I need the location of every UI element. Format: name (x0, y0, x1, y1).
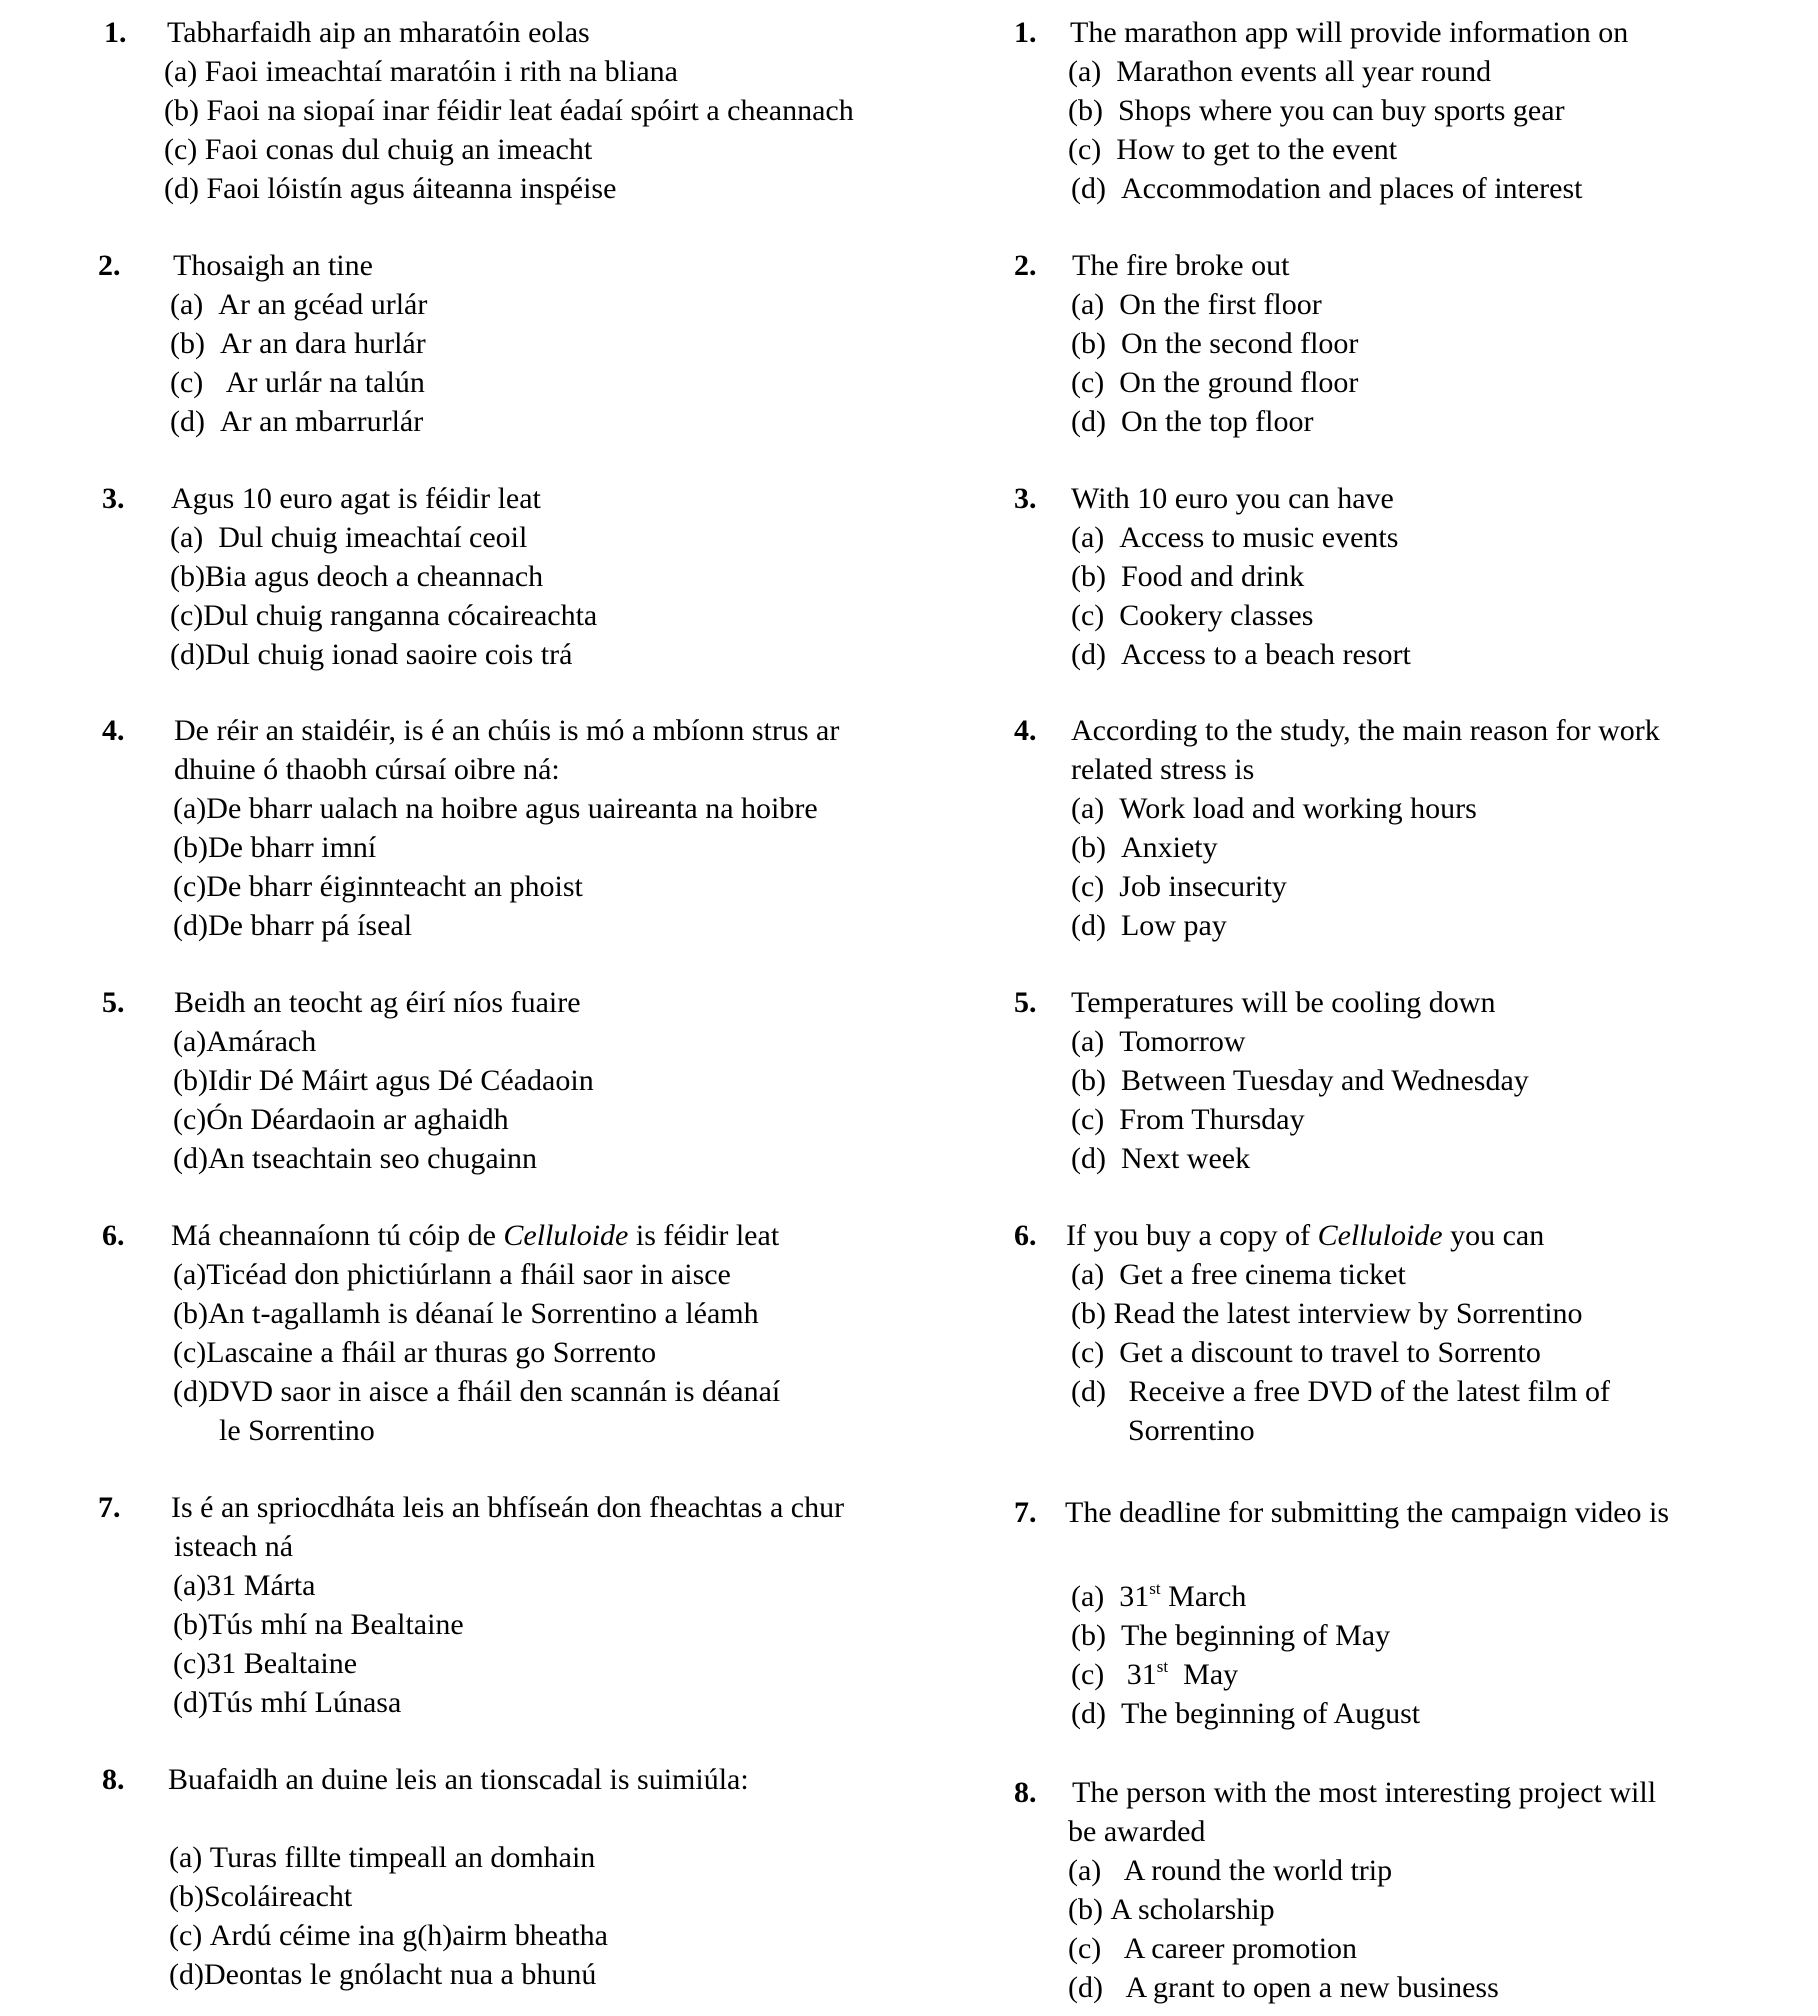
option-d: (d) On the top floor (1071, 405, 1314, 438)
question-stem: Beidh an teocht ag éirí níos fuaire (174, 986, 581, 1019)
option-a: (a) Get a free cinema ticket (1071, 1258, 1406, 1291)
question-number: 4. (102, 714, 125, 747)
question-number: 7. (1014, 1496, 1037, 1529)
option-b: (b) Between Tuesday and Wednesday (1071, 1064, 1529, 1097)
question-stem: According to the study, the main reason for work (1071, 714, 1660, 747)
option-a: (a) Dul chuig imeachtaí ceoil (170, 521, 528, 554)
option-d: (d)Dul chuig ionad saoire cois trá (170, 638, 573, 671)
question-stem: Tabharfaidh aip an mharatóin eolas (167, 16, 590, 49)
option-c: (c) Faoi conas dul chuig an imeacht (164, 133, 593, 166)
question-stem: Temperatures will be cooling down (1071, 986, 1496, 1019)
option-c: (c)Ón Déardaoin ar aghaidh (173, 1103, 509, 1136)
option-a: (a) Turas fillte timpeall an domhain (169, 1841, 596, 1874)
question-stem-continued: related stress is (1071, 753, 1255, 786)
option-b: (b) Faoi na siopaí inar féidir leat éadaí spóirt a cheannach (164, 94, 854, 127)
option-c: (c) From Thursday (1071, 1103, 1305, 1136)
option-c: (c) On the ground floor (1071, 366, 1359, 399)
option-c: (c) Ardú céime ina g(h)airm bheatha (169, 1919, 608, 1952)
option-a: (a)Ticéad don phictiúrlann a fháil saor in aisce (173, 1258, 731, 1291)
option-b: (b)Tús mhí na Bealtaine (173, 1608, 464, 1641)
option-d: (d)De bharr pá íseal (173, 909, 413, 942)
option-a: (a) On the first floor (1071, 288, 1322, 321)
option-c: (c)Lascaine a fháil ar thuras go Sorrento (173, 1336, 657, 1369)
option-d: (d) Ar an mbarrurlár (170, 405, 424, 438)
option-c: (c) 31st May (1071, 1657, 1239, 1691)
question-stem: If you buy a copy of Celluloide you can (1066, 1219, 1545, 1252)
option-d: (d)An tseachtain seo chugainn (173, 1142, 538, 1175)
question-number: 2. (1014, 249, 1037, 282)
option-a: (a) Ar an gcéad urlár (170, 288, 428, 321)
question-stem-continued: be awarded (1068, 1815, 1206, 1848)
option-d-continued: le Sorrentino (219, 1414, 375, 1447)
option-c: (c) A career promotion (1068, 1932, 1358, 1965)
option-a: (a)De bharr ualach na hoibre agus uaireanta na hoibre (173, 792, 818, 825)
option-c: (c) Get a discount to travel to Sorrento (1071, 1336, 1541, 1369)
option-d: (d)DVD saor in aisce a fháil den scannán is déanaí (173, 1375, 781, 1408)
question-stem: Is é an spriocdháta leis an bhfíseán don fheachtas a chur (171, 1491, 845, 1524)
option-d: (d) Receive a free DVD of the latest film of (1071, 1375, 1610, 1408)
option-b: (b)Idir Dé Máirt agus Dé Céadaoin (173, 1064, 594, 1097)
option-b: (b) Shops where you can buy sports gear (1068, 94, 1565, 127)
option-a: (a)31 Márta (173, 1569, 316, 1602)
option-a: (a) Work load and working hours (1071, 792, 1477, 825)
title-italic: Celluloide (503, 1219, 629, 1252)
option-c: (c)Dul chuig ranganna cócaireachta (170, 599, 598, 632)
option-c: (c)De bharr éiginnteacht an phoist (173, 870, 583, 903)
question-number: 5. (102, 986, 125, 1019)
option-a: (a) A round the world trip (1068, 1854, 1393, 1887)
question-stem: The marathon app will provide information on (1070, 16, 1629, 49)
option-b: (b) Food and drink (1071, 560, 1305, 593)
question-number: 5. (1014, 986, 1037, 1019)
option-a: (a) Marathon events all year round (1068, 55, 1492, 88)
question-number: 8. (1014, 1776, 1037, 1809)
question-stem: Thosaigh an tine (173, 249, 373, 282)
option-d: (d) Access to a beach resort (1071, 638, 1411, 671)
question-stem: Buafaidh an duine leis an tionscadal is suimiúla: (168, 1763, 749, 1796)
option-a: (a)Amárach (173, 1025, 317, 1058)
question-stem: With 10 euro you can have (1071, 482, 1394, 515)
question-number: 1. (104, 16, 127, 49)
question-stem-continued: isteach ná (174, 1530, 294, 1563)
option-c: (c) Cookery classes (1071, 599, 1314, 632)
title-italic: Celluloide (1317, 1219, 1443, 1252)
question-number: 3. (1014, 482, 1037, 515)
option-b: (b) The beginning of May (1071, 1619, 1391, 1652)
question-number: 8. (102, 1763, 125, 1796)
option-d: (d) Accommodation and places of interest (1071, 172, 1583, 205)
option-c: (c) Ar urlár na talún (170, 366, 425, 399)
option-b: (b) A scholarship (1068, 1893, 1275, 1926)
option-b: (b)Scoláireacht (169, 1880, 353, 1913)
option-d: (d) The beginning of August (1071, 1697, 1421, 1730)
question-stem: The deadline for submitting the campaign video is (1065, 1496, 1670, 1529)
option-c: (c) Job insecurity (1071, 870, 1287, 903)
question-stem: Má cheannaíonn tú cóip de Celluloide is féidir leat (171, 1219, 780, 1252)
question-number: 6. (1014, 1219, 1037, 1252)
option-d: (d) Next week (1071, 1142, 1251, 1175)
question-number: 1. (1014, 16, 1037, 49)
option-a: (a) 31st March (1071, 1579, 1247, 1613)
question-number: 3. (102, 482, 125, 515)
option-b: (b) On the second floor (1071, 327, 1359, 360)
option-a: (a) Faoi imeachtaí maratóin i rith na bliana (164, 55, 678, 88)
option-b: (b)Bia agus deoch a cheannach (170, 560, 544, 593)
option-d: (d) Low pay (1071, 909, 1227, 942)
option-b: (b) Ar an dara hurlár (170, 327, 426, 360)
option-d-continued: Sorrentino (1128, 1414, 1255, 1447)
option-d: (d) Faoi lóistín agus áiteanna inspéise (164, 172, 617, 205)
option-c: (c) How to get to the event (1068, 133, 1398, 166)
question-stem: Agus 10 euro agat is féidir leat (171, 482, 541, 515)
question-stem-continued: dhuine ó thaobh cúrsaí oibre ná: (174, 753, 560, 786)
option-d: (d)Deontas le gnólacht nua a bhunú (169, 1958, 597, 1991)
question-number: 2. (98, 249, 121, 282)
option-b: (b)De bharr imní (173, 831, 377, 864)
question-number: 7. (98, 1491, 121, 1524)
option-a: (a) Access to music events (1071, 521, 1399, 554)
option-b: (b) Anxiety (1071, 831, 1218, 864)
question-stem: The person with the most interesting project will (1072, 1776, 1657, 1809)
question-stem: De réir an staidéir, is é an chúis is mó a mbíonn strus ar (174, 714, 840, 747)
option-b: (b)An t-agallamh is déanaí le Sorrentino a léamh (173, 1297, 759, 1330)
option-a: (a) Tomorrow (1071, 1025, 1246, 1058)
option-b: (b) Read the latest interview by Sorrentino (1071, 1297, 1583, 1330)
option-d: (d)Tús mhí Lúnasa (173, 1686, 402, 1719)
option-d: (d) A grant to open a new business (1068, 1971, 1499, 2004)
question-number: 6. (102, 1219, 125, 1252)
option-c: (c)31 Bealtaine (173, 1647, 358, 1680)
question-stem: The fire broke out (1072, 249, 1290, 282)
question-number: 4. (1014, 714, 1037, 747)
